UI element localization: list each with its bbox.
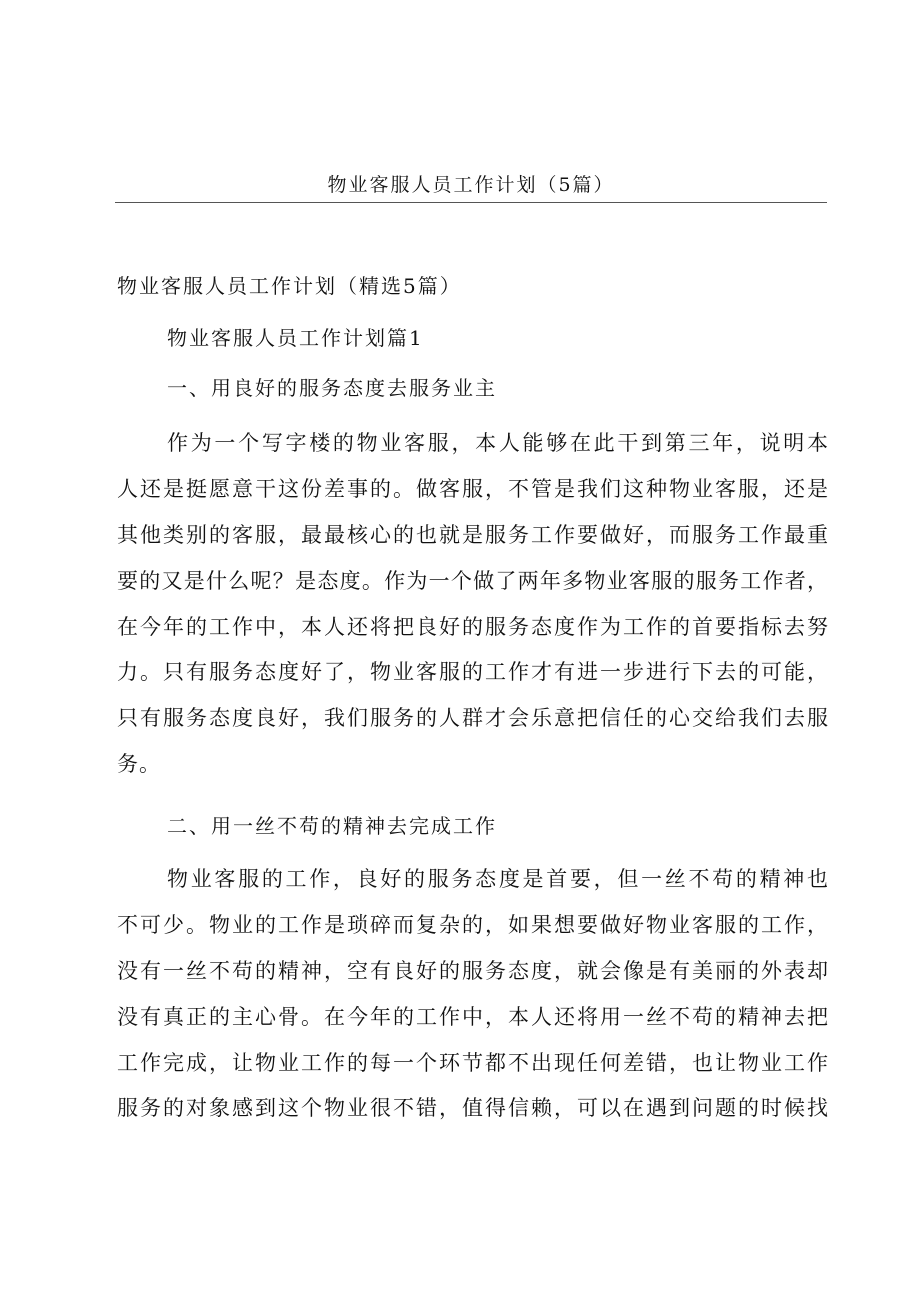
paragraph-line: 工作完成，让物业工作的每一个环节都不出现任何差错，也让物业工作 <box>117 1050 829 1075</box>
paragraph-line: 其他类别的客服，最最核心的也就是服务工作要做好，而服务工作最重 <box>117 522 829 547</box>
paragraph-line: 没有一丝不苟的精神，空有良好的服务态度，就会像是有美丽的外表却 <box>117 958 829 983</box>
paragraph-line: 人还是挺愿意干这份差事的。做客服，不管是我们这种物业客服，还是 <box>117 476 829 501</box>
paragraph-line: 力。只有服务态度好了，物业客服的工作才有进一步进行下去的可能， <box>117 660 829 685</box>
paragraph-line: 不可少。物业的工作是琐碎而复杂的，如果想要做好物业客服的工作， <box>117 912 829 937</box>
paragraph-line: 服务的对象感到这个物业很不错，值得信赖，可以在遇到问题的时候找 <box>117 1096 829 1121</box>
part-heading: 物业客服人员工作计划篇1 <box>167 326 424 350</box>
section-2-paragraph <box>117 857 829 1132</box>
paragraph-line: 要的又是什么呢？是态度。作为一个做了两年多物业客服的服务工作者， <box>117 568 829 593</box>
page-header <box>115 170 827 203</box>
document-title: 物业客服人员工作计划（精选5篇） <box>117 274 462 298</box>
paragraph-line: 务。 <box>117 752 161 777</box>
header-title: 物业客服人员工作计划（5篇） <box>327 174 615 196</box>
section-heading-1: 一、用良好的服务态度去服务业主 <box>167 376 497 400</box>
paragraph-line: 物业客服的工作，良好的服务态度是首要，但一丝不苟的精神也 <box>167 867 829 891</box>
paragraph-line: 没有真正的主心骨。在今年的工作中，本人还将用一丝不苟的精神去把 <box>117 1004 829 1029</box>
section-1-paragraph <box>117 421 829 788</box>
paragraph-line: 在今年的工作中，本人还将把良好的服务态度作为工作的首要指标去努 <box>117 614 829 639</box>
paragraph-line: 作为一个写字楼的物业客服，本人能够在此干到第三年，说明本 <box>167 431 829 455</box>
section-heading-2: 二、用一丝不苟的精神去完成工作 <box>167 814 497 838</box>
paragraph-line: 只有服务态度良好，我们服务的人群才会乐意把信任的心交给我们去服 <box>117 706 829 731</box>
